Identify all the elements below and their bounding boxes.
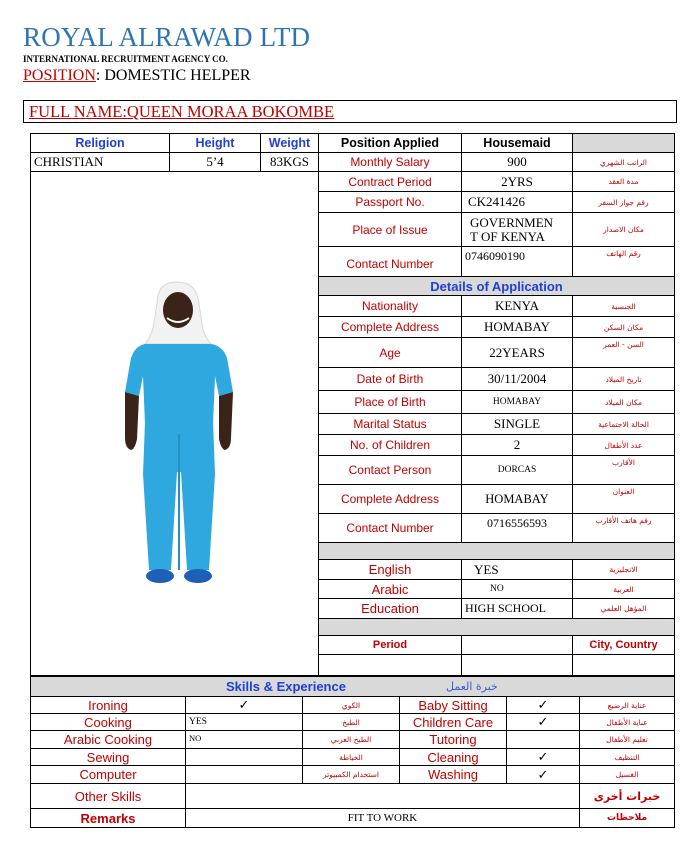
contract-period-label: Contract Period <box>318 171 462 192</box>
skill-tutoring-value <box>506 730 580 749</box>
weight-header: Weight <box>260 133 319 153</box>
details-spacer <box>318 542 675 560</box>
skill-arabic-cooking-value: NO <box>185 730 303 749</box>
remarks-value: FIT TO WORK <box>185 808 580 828</box>
skill-sewing-arabic: الخياطة <box>302 748 400 766</box>
contract-period-value: 2YRS <box>461 171 573 192</box>
contact-person-value: DORCAS <box>461 455 573 485</box>
age-arabic: السن - العمر <box>572 337 675 368</box>
full-name-box <box>23 100 677 123</box>
skill-ironing-value: ✓ <box>185 696 303 714</box>
skills-title: Skills & Experience <box>226 679 346 694</box>
address-value: HOMABAY <box>461 316 573 338</box>
position-applied-header: Position Applied <box>318 133 462 153</box>
position-line <box>23 67 251 85</box>
address-label: Complete Address <box>318 316 462 338</box>
dob-arabic: تاريخ الميلاد <box>572 367 675 391</box>
other-skills-label: Other Skills <box>30 783 186 809</box>
skills-title-bar <box>30 676 675 697</box>
english-value: YES <box>461 559 573 580</box>
place-of-birth-value: HOMABAY <box>461 390 573 414</box>
skill-childcare-arabic: عناية الأطفال <box>579 713 675 731</box>
english-arabic: الانجليزية <box>572 559 675 580</box>
english-label: English <box>318 559 462 580</box>
place-of-issue-label: Place of Issue <box>318 212 462 247</box>
age-value: 22YEARS <box>461 337 573 368</box>
education-arabic: المؤهل العلمي <box>572 598 675 619</box>
other-skills-value <box>185 783 580 809</box>
details-title: Details of Application <box>318 276 675 296</box>
contact-number-arabic: رقم الهاتف <box>572 246 675 277</box>
company-name: ROYAL ALRAWAD LTD <box>23 22 311 52</box>
skill-washing-label: Washing <box>399 765 507 784</box>
position-applied-value: Housemaid <box>461 133 573 153</box>
skill-ironing-arabic: الكوي <box>302 696 400 714</box>
relative-address-value: HOMABAY <box>461 484 573 514</box>
employment-period-cell <box>318 654 462 676</box>
dob-label: Date of Birth <box>318 367 462 391</box>
position-value: : DOMESTIC HELPER <box>95 67 251 84</box>
position-label: POSITION <box>23 67 96 84</box>
dob-value: 30/11/2004 <box>461 367 573 391</box>
nationality-label: Nationality <box>318 295 462 317</box>
skill-babysitting-value: ✓ <box>506 696 580 714</box>
relative-address-label: Complete Address <box>318 484 462 514</box>
place-of-birth-label: Place of Birth <box>318 390 462 414</box>
skill-cleaning-label: Cleaning <box>399 748 507 766</box>
skill-childcare-label: Children Care <box>399 713 507 731</box>
place-of-issue-arabic: مكان الاصدار <box>572 212 675 247</box>
other-skills-arabic: خبرات أخرى <box>579 783 675 809</box>
skills-title-arabic: خبرة العمل <box>446 680 498 693</box>
passport-label: Passport No. <box>318 191 462 213</box>
nationality-value: KENYA <box>461 295 573 317</box>
period-header: Period <box>318 635 462 655</box>
place-of-issue-value <box>461 212 573 247</box>
languages-spacer <box>318 618 675 636</box>
arabic-label: Arabic <box>318 579 462 599</box>
skill-ironing-label: Ironing <box>30 696 186 714</box>
marital-status-arabic: الحالة الاجتماعية <box>572 413 675 435</box>
skill-tutoring-label: Tutoring <box>399 730 507 749</box>
skill-computer-label: Computer <box>30 765 186 784</box>
children-label: No. of Children <box>318 434 462 456</box>
skill-cooking-label: Cooking <box>30 713 186 731</box>
skill-arabic-cooking-label: Arabic Cooking <box>30 730 186 749</box>
education-label: Education <box>318 598 462 619</box>
skill-cleaning-arabic: التنظيف <box>579 748 675 766</box>
employment-header-blank <box>461 635 573 655</box>
employment-city-cell <box>572 654 675 676</box>
contact-number-label: Contact Number <box>318 246 462 277</box>
salary-value: 900 <box>461 152 573 172</box>
skill-cooking-arabic: الطبخ <box>302 713 400 731</box>
remarks-label: Remarks <box>30 808 186 828</box>
place-of-issue-line1: GOVERNMEN <box>470 214 554 230</box>
address-arabic: مكان السكن <box>572 316 675 338</box>
education-value: HIGH SCHOOL <box>461 598 573 619</box>
skill-sewing-value <box>185 748 303 766</box>
city-country-header: City, Country <box>572 635 675 655</box>
photo-cell <box>30 171 319 676</box>
relative-address-arabic: العنوان <box>572 484 675 514</box>
place-of-issue-line2: T OF KENYA <box>470 228 545 244</box>
passport-value: CK241426 <box>461 191 573 213</box>
religion-header: Religion <box>30 133 170 153</box>
passport-arabic: رقم جواز السفر <box>572 191 675 213</box>
religion-value: CHRISTIAN <box>30 152 170 172</box>
height-header: Height <box>169 133 261 153</box>
skill-childcare-value: ✓ <box>506 713 580 731</box>
contact-person-arabic: الأقارب <box>572 455 675 485</box>
age-label: Age <box>318 337 462 368</box>
marital-status-label: Marital Status <box>318 413 462 435</box>
weight-value: 83KGS <box>260 152 319 172</box>
skill-babysitting-label: Baby Sitting <box>399 696 507 714</box>
skill-tutoring-arabic: تعليم الأطفال <box>579 730 675 749</box>
arabic-arabic: العربية <box>572 579 675 599</box>
relative-contact-label: Contact Number <box>318 513 462 543</box>
height-value: 5’4 <box>169 152 261 172</box>
children-arabic: عدد الأطفال <box>572 434 675 456</box>
skill-computer-value <box>185 765 303 784</box>
salary-label: Monthly Salary <box>318 152 462 172</box>
skill-cleaning-value: ✓ <box>506 748 580 766</box>
remarks-arabic: ملاحظات <box>579 808 675 828</box>
employment-blank-cell <box>461 654 573 676</box>
skill-arabic-cooking-arabic: الطبخ العربي <box>302 730 400 749</box>
arabic-value: NO <box>461 579 573 599</box>
agency-subtitle: INTERNATIONAL RECRUITMENT AGENCY CO. <box>23 54 228 64</box>
marital-status-value: SINGLE <box>461 413 573 435</box>
header-filler <box>572 133 675 153</box>
skill-cooking-value: YES <box>185 713 303 731</box>
contact-number-value: 0746090190 <box>461 246 573 277</box>
skill-washing-arabic: الغسيل <box>579 765 675 784</box>
contact-person-label: Contact Person <box>318 455 462 485</box>
full-name: FULL NAME:QUEEN MORAA BOKOMBE <box>29 102 335 121</box>
place-of-birth-arabic: مكان الميلاد <box>572 390 675 414</box>
salary-arabic: الراتب الشهري <box>572 152 675 172</box>
contract-period-arabic: مدة العقد <box>572 171 675 192</box>
skill-computer-arabic: استخدام الكمبيوتر <box>302 765 400 784</box>
person-photo-icon <box>105 274 245 604</box>
skill-babysitting-arabic: عناية الرضيع <box>579 696 675 714</box>
skill-sewing-label: Sewing <box>30 748 186 766</box>
skill-washing-value: ✓ <box>506 765 580 784</box>
relative-contact-arabic: رقم هاتف الأقارب <box>572 513 675 543</box>
nationality-arabic: الجنسية <box>572 295 675 317</box>
children-value: 2 <box>461 434 573 456</box>
relative-contact-value: 0716556593 <box>461 513 573 543</box>
